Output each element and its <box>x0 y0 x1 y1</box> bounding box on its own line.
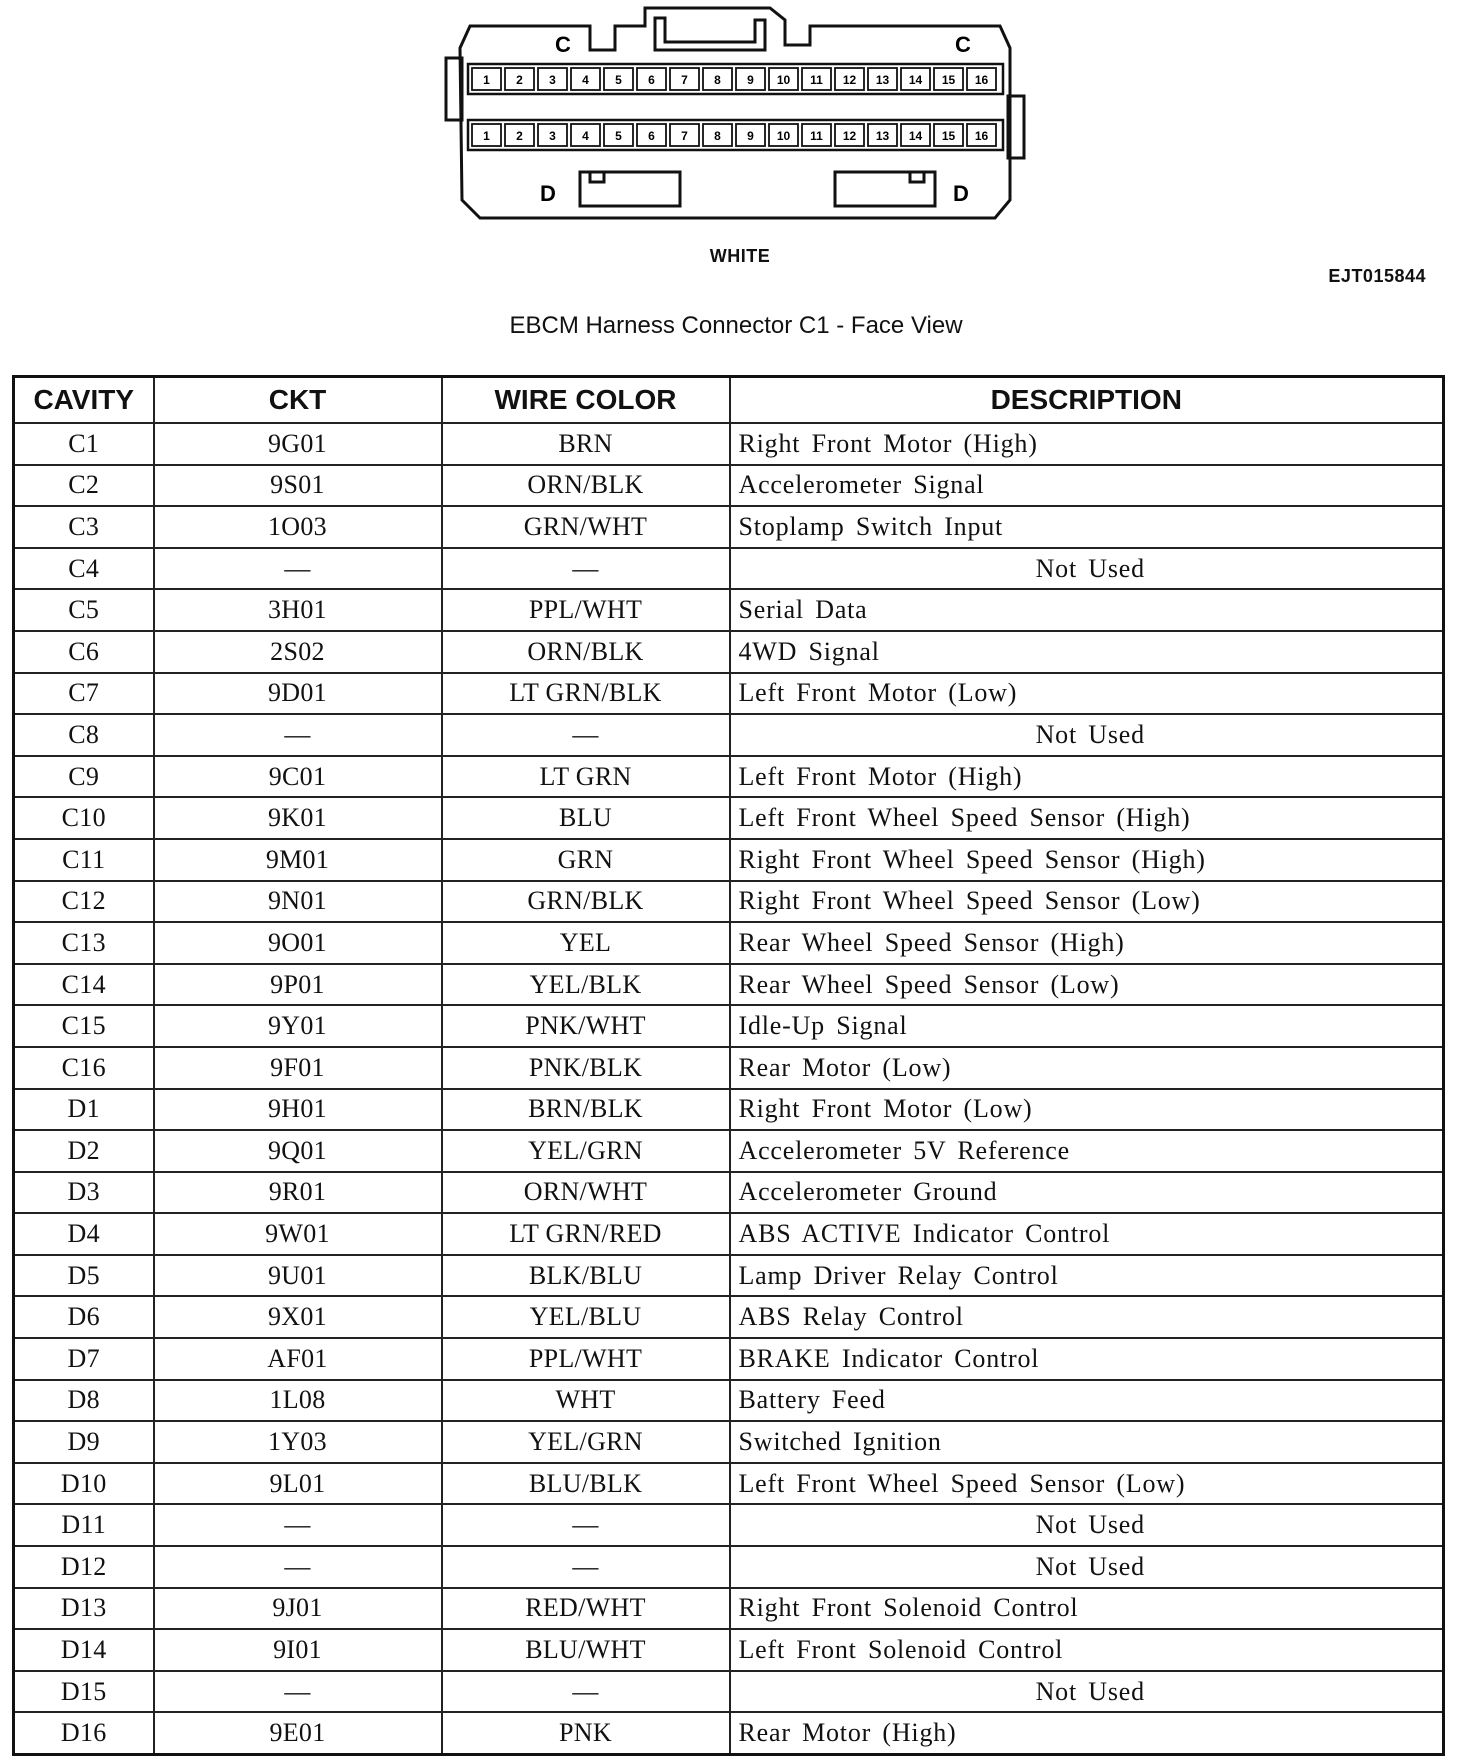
wire-color-cell: YEL/BLK <box>442 964 730 1006</box>
description-cell: Not Used <box>730 1671 1444 1713</box>
cavity-cell: D12 <box>14 1546 154 1588</box>
description-cell: Switched Ignition <box>730 1421 1444 1463</box>
description-cell: Battery Feed <box>730 1380 1444 1422</box>
cavity-cell: C5 <box>14 589 154 631</box>
table-row <box>14 548 1444 590</box>
ckt-cell: — <box>154 1546 442 1588</box>
pin-number: 13 <box>875 73 890 87</box>
pin-number: 2 <box>516 129 523 143</box>
pin-number: 9 <box>747 129 754 143</box>
pin-number: 5 <box>615 73 622 87</box>
cavity-cell: C4 <box>14 548 154 590</box>
table-row <box>14 797 1444 839</box>
ckt-cell: 9S01 <box>154 465 442 507</box>
pin-number: 16 <box>974 129 989 143</box>
connector-color-label: WHITE <box>709 246 771 266</box>
ckt-cell: 9I01 <box>154 1629 442 1671</box>
cavity-cell: C13 <box>14 922 154 964</box>
description-cell: ABS Relay Control <box>730 1296 1444 1338</box>
table-header-row <box>14 377 1444 424</box>
pin-number: 4 <box>582 129 589 143</box>
ckt-cell: — <box>154 714 442 756</box>
cavity-cell: C15 <box>14 1005 154 1047</box>
table-row <box>14 1629 1444 1671</box>
table-row <box>14 1005 1444 1047</box>
pin-number: 11 <box>810 129 823 143</box>
description-cell: Right Front Motor (High) <box>730 423 1444 465</box>
cavity-cell: C2 <box>14 465 154 507</box>
cavity-cell: D8 <box>14 1380 154 1422</box>
wire-color-cell: — <box>442 1504 730 1546</box>
pin-number: 12 <box>842 73 857 87</box>
header-cavity: CAVITY <box>14 377 154 424</box>
row-c-label-right: C <box>955 32 971 57</box>
pin-number: 15 <box>941 73 956 87</box>
description-cell: Not Used <box>730 1546 1444 1588</box>
row-d-label-right: D <box>953 181 969 206</box>
connector-face-view <box>440 0 1040 230</box>
description-cell: Lamp Driver Relay Control <box>730 1255 1444 1297</box>
description-cell: Right Front Solenoid Control <box>730 1588 1444 1630</box>
cavity-cell: D10 <box>14 1463 154 1505</box>
table-row <box>14 589 1444 631</box>
cavity-cell: C3 <box>14 506 154 548</box>
pin-number: 2 <box>516 73 523 87</box>
description-cell: Left Front Wheel Speed Sensor (Low) <box>730 1463 1444 1505</box>
ckt-cell: 9N01 <box>154 881 442 923</box>
cavity-cell: C6 <box>14 631 154 673</box>
row-c-pins <box>468 64 1003 94</box>
wire-color-cell: — <box>442 548 730 590</box>
wire-color-cell: GRN/WHT <box>442 506 730 548</box>
table-row <box>14 1588 1444 1630</box>
pin-number: 1 <box>483 129 490 143</box>
table-row <box>14 1338 1444 1380</box>
cavity-cell: D11 <box>14 1504 154 1546</box>
cavity-cell: D16 <box>14 1712 154 1754</box>
table-row <box>14 1712 1444 1754</box>
ckt-cell: 9L01 <box>154 1463 442 1505</box>
table-row <box>14 1047 1444 1089</box>
pin-number: 14 <box>908 129 923 143</box>
table-row <box>14 1296 1444 1338</box>
cavity-cell: C16 <box>14 1047 154 1089</box>
table-row <box>14 673 1444 715</box>
pin-number: 7 <box>681 129 688 143</box>
description-cell: Left Front Wheel Speed Sensor (High) <box>730 797 1444 839</box>
table-row <box>14 1504 1444 1546</box>
pin-number: 7 <box>681 73 688 87</box>
description-cell: Not Used <box>730 548 1444 590</box>
pin-number: 3 <box>549 73 556 87</box>
header-ckt: CKT <box>154 377 442 424</box>
wire-color-cell: LT GRN/BLK <box>442 673 730 715</box>
ckt-cell: 9D01 <box>154 673 442 715</box>
header-wire-color: WIRE COLOR <box>442 377 730 424</box>
table-row <box>14 1463 1444 1505</box>
pin-number: 5 <box>615 129 622 143</box>
ckt-cell: 1O03 <box>154 506 442 548</box>
cavity-cell: D3 <box>14 1172 154 1214</box>
ckt-cell: AF01 <box>154 1338 442 1380</box>
cavity-cell: C1 <box>14 423 154 465</box>
row-d-label-left: D <box>540 181 556 206</box>
cavity-cell: C7 <box>14 673 154 715</box>
description-cell: Rear Wheel Speed Sensor (Low) <box>730 964 1444 1006</box>
ckt-cell: 9H01 <box>154 1089 442 1131</box>
row-d-pins <box>468 120 1003 150</box>
cavity-cell: D6 <box>14 1296 154 1338</box>
table-row <box>14 1172 1444 1214</box>
ckt-cell: 9E01 <box>154 1712 442 1754</box>
wire-color-cell: GRN/BLK <box>442 881 730 923</box>
table-row <box>14 1671 1444 1713</box>
wire-color-cell: LT GRN/RED <box>442 1213 730 1255</box>
ckt-cell: 9F01 <box>154 1047 442 1089</box>
pin-number: 16 <box>974 73 989 87</box>
cavity-cell: D7 <box>14 1338 154 1380</box>
cavity-cell: C14 <box>14 964 154 1006</box>
ckt-cell: 9J01 <box>154 1588 442 1630</box>
pin-number: 6 <box>648 73 655 87</box>
description-cell: Accelerometer Ground <box>730 1172 1444 1214</box>
wire-color-cell: BRN/BLK <box>442 1089 730 1131</box>
wire-color-cell: — <box>442 1671 730 1713</box>
wire-color-cell: — <box>442 714 730 756</box>
pin-number: 12 <box>842 129 857 143</box>
description-cell: Rear Motor (Low) <box>730 1047 1444 1089</box>
ckt-cell: — <box>154 1671 442 1713</box>
wire-color-cell: BLU/WHT <box>442 1629 730 1671</box>
cavity-cell: D13 <box>14 1588 154 1630</box>
ckt-cell: 9C01 <box>154 756 442 798</box>
pin-number: 8 <box>714 73 721 87</box>
ckt-cell: 9M01 <box>154 839 442 881</box>
wire-color-cell: BLU/BLK <box>442 1463 730 1505</box>
wire-color-cell: BLK/BLU <box>442 1255 730 1297</box>
cavity-cell: C8 <box>14 714 154 756</box>
wire-color-cell: PNK/WHT <box>442 1005 730 1047</box>
cavity-cell: D14 <box>14 1629 154 1671</box>
wire-color-cell: YEL/GRN <box>442 1421 730 1463</box>
description-cell: Accelerometer 5V Reference <box>730 1130 1444 1172</box>
ckt-cell: 9O01 <box>154 922 442 964</box>
ckt-cell: 9G01 <box>154 423 442 465</box>
description-cell: ABS ACTIVE Indicator Control <box>730 1213 1444 1255</box>
table-row <box>14 922 1444 964</box>
description-cell: Left Front Motor (Low) <box>730 673 1444 715</box>
header-description: DESCRIPTION <box>730 377 1444 424</box>
description-cell: Left Front Motor (High) <box>730 756 1444 798</box>
ckt-cell: 9K01 <box>154 797 442 839</box>
cavity-cell: D15 <box>14 1671 154 1713</box>
ckt-cell: — <box>154 548 442 590</box>
pin-number: 10 <box>776 129 791 143</box>
wire-color-cell: GRN <box>442 839 730 881</box>
cavity-cell: C9 <box>14 756 154 798</box>
wire-color-cell: ORN/BLK <box>442 465 730 507</box>
pinout-table <box>12 375 1445 1756</box>
table-row <box>14 1130 1444 1172</box>
ckt-cell: 9Y01 <box>154 1005 442 1047</box>
description-cell: BRAKE Indicator Control <box>730 1338 1444 1380</box>
description-cell: Left Front Solenoid Control <box>730 1629 1444 1671</box>
pin-number: 3 <box>549 129 556 143</box>
cavity-cell: D4 <box>14 1213 154 1255</box>
wire-color-cell: WHT <box>442 1380 730 1422</box>
table-row <box>14 1546 1444 1588</box>
pin-number: 15 <box>941 129 956 143</box>
table-row <box>14 423 1444 465</box>
cavity-cell: C10 <box>14 797 154 839</box>
wire-color-cell: ORN/BLK <box>442 631 730 673</box>
wire-color-cell: PNK/BLK <box>442 1047 730 1089</box>
table-row <box>14 506 1444 548</box>
table-row <box>14 465 1444 507</box>
table-row <box>14 631 1444 673</box>
cavity-cell: D2 <box>14 1130 154 1172</box>
description-cell: 4WD Signal <box>730 631 1444 673</box>
table-row <box>14 756 1444 798</box>
description-cell: Accelerometer Signal <box>730 465 1444 507</box>
description-cell: Rear Wheel Speed Sensor (High) <box>730 922 1444 964</box>
wire-color-cell: YEL/BLU <box>442 1296 730 1338</box>
wire-color-cell: ORN/WHT <box>442 1172 730 1214</box>
figure-code: EJT015844 <box>1328 266 1426 286</box>
ckt-cell: 9X01 <box>154 1296 442 1338</box>
description-cell: Serial Data <box>730 589 1444 631</box>
table-row <box>14 964 1444 1006</box>
wire-color-cell: RED/WHT <box>442 1588 730 1630</box>
description-cell: Right Front Wheel Speed Sensor (High) <box>730 839 1444 881</box>
ckt-cell: 3H01 <box>154 589 442 631</box>
ckt-cell: 2S02 <box>154 631 442 673</box>
wire-color-cell: PNK <box>442 1712 730 1754</box>
wire-color-cell: LT GRN <box>442 756 730 798</box>
cavity-cell: D5 <box>14 1255 154 1297</box>
wire-color-cell: YEL/GRN <box>442 1130 730 1172</box>
ckt-cell: 9R01 <box>154 1172 442 1214</box>
pin-number: 13 <box>875 129 890 143</box>
table-row <box>14 1421 1444 1463</box>
wire-color-cell: — <box>442 1546 730 1588</box>
cavity-cell: C12 <box>14 881 154 923</box>
table-row <box>14 839 1444 881</box>
table-row <box>14 1380 1444 1422</box>
ckt-cell: 1L08 <box>154 1380 442 1422</box>
wire-color-cell: YEL <box>442 922 730 964</box>
pin-number: 11 <box>810 73 823 87</box>
pin-number: 1 <box>483 73 490 87</box>
pin-number: 4 <box>582 73 589 87</box>
table-row <box>14 714 1444 756</box>
description-cell: Rear Motor (High) <box>730 1712 1444 1754</box>
table-row <box>14 1255 1444 1297</box>
wire-color-cell: PPL/WHT <box>442 589 730 631</box>
description-cell: Stoplamp Switch Input <box>730 506 1444 548</box>
ckt-cell: 9U01 <box>154 1255 442 1297</box>
pin-number: 10 <box>776 73 791 87</box>
cavity-cell: D9 <box>14 1421 154 1463</box>
ckt-cell: 9Q01 <box>154 1130 442 1172</box>
cavity-cell: C11 <box>14 839 154 881</box>
cavity-cell: D1 <box>14 1089 154 1131</box>
description-cell: Right Front Wheel Speed Sensor (Low) <box>730 881 1444 923</box>
pin-number: 9 <box>747 73 754 87</box>
ckt-cell: 9W01 <box>154 1213 442 1255</box>
wire-color-cell: BLU <box>442 797 730 839</box>
description-cell: Right Front Motor (Low) <box>730 1089 1444 1131</box>
figure-caption: EBCM Harness Connector C1 - Face View <box>509 312 963 339</box>
wire-color-cell: BRN <box>442 423 730 465</box>
row-c-label-left: C <box>555 32 571 57</box>
ckt-cell: 1Y03 <box>154 1421 442 1463</box>
description-cell: Not Used <box>730 714 1444 756</box>
description-cell: Idle-Up Signal <box>730 1005 1444 1047</box>
table-row <box>14 1213 1444 1255</box>
pin-number: 8 <box>714 129 721 143</box>
table-row <box>14 881 1444 923</box>
pin-number: 14 <box>908 73 923 87</box>
ckt-cell: 9P01 <box>154 964 442 1006</box>
table-row <box>14 1089 1444 1131</box>
ckt-cell: — <box>154 1504 442 1546</box>
description-cell: Not Used <box>730 1504 1444 1546</box>
wire-color-cell: PPL/WHT <box>442 1338 730 1380</box>
pin-number: 6 <box>648 129 655 143</box>
